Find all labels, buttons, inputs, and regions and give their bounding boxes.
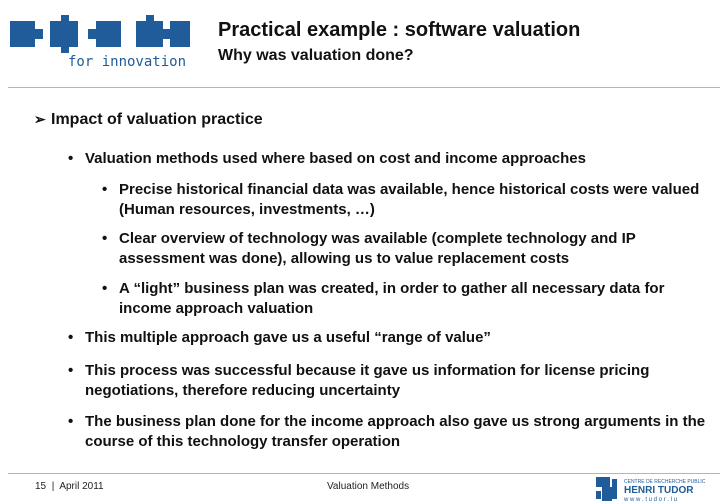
section-heading-text: Impact of valuation practice xyxy=(51,111,263,128)
bullet-dot-icon: • xyxy=(68,150,74,167)
bullet-dot-icon: • xyxy=(68,362,74,379)
bullet-item xyxy=(68,412,715,452)
sub-bullet-item xyxy=(102,229,709,269)
header-divider xyxy=(8,87,720,88)
bullet-item xyxy=(68,149,715,169)
bullet-dot-icon: • xyxy=(68,413,74,430)
bullet-text: This multiple approach gave us a useful “range of value” xyxy=(85,329,491,346)
bullet-text: A “light” business plan was created, in order to gather all necessary data for income approach valuation xyxy=(119,280,665,317)
logo-tagline: for innovation xyxy=(68,54,187,70)
footer-date: April 2011 xyxy=(59,481,104,492)
arrow-bullet-icon: ➢ xyxy=(34,111,46,127)
tudor-logo-line1: CENTRE DE RECHERCHE PUBLIC xyxy=(624,479,706,485)
bullet-text: Valuation methods used where based on cost and income approaches xyxy=(85,150,586,167)
bullet-dot-icon: • xyxy=(102,280,108,297)
footer-separator: | xyxy=(51,481,55,492)
page-number: 15 xyxy=(35,481,47,492)
footer-left xyxy=(35,481,104,492)
section-heading xyxy=(34,111,263,129)
bullet-item xyxy=(68,361,715,401)
bullet-item xyxy=(68,328,715,348)
footer-title: Valuation Methods xyxy=(327,481,410,492)
sub-bullet-item xyxy=(102,279,709,319)
tudor-logo-line2: HENRI TUDOR xyxy=(624,485,694,496)
bullet-text: This process was successful because it gave us information for license pricing negotiations, therefore reducing uncertainty xyxy=(85,362,650,399)
slide-title: Practical example : software valuation xyxy=(218,19,581,41)
slide-subtitle: Why was valuation done? xyxy=(218,47,414,64)
sub-bullet-item xyxy=(102,180,709,220)
bullet-dot-icon: • xyxy=(102,181,108,198)
tudor-logo xyxy=(596,475,724,503)
bullet-dot-icon: • xyxy=(68,329,74,346)
bullet-text: Precise historical financial data was available, hence historical costs were valued (Human resources, investments, …) xyxy=(119,181,700,218)
bullet-text: Clear overview of technology was available (complete technology and IP assessment was done), allowing us to value replacement costs xyxy=(119,230,636,267)
bullet-text: The business plan done for the income approach also gave us strong arguments in the course of this technology transfer operation xyxy=(85,413,706,450)
footer-divider xyxy=(8,473,720,474)
tudor-logo-line3: w w w . t u d o r . l u xyxy=(624,497,678,503)
bullet-dot-icon: • xyxy=(102,230,108,247)
